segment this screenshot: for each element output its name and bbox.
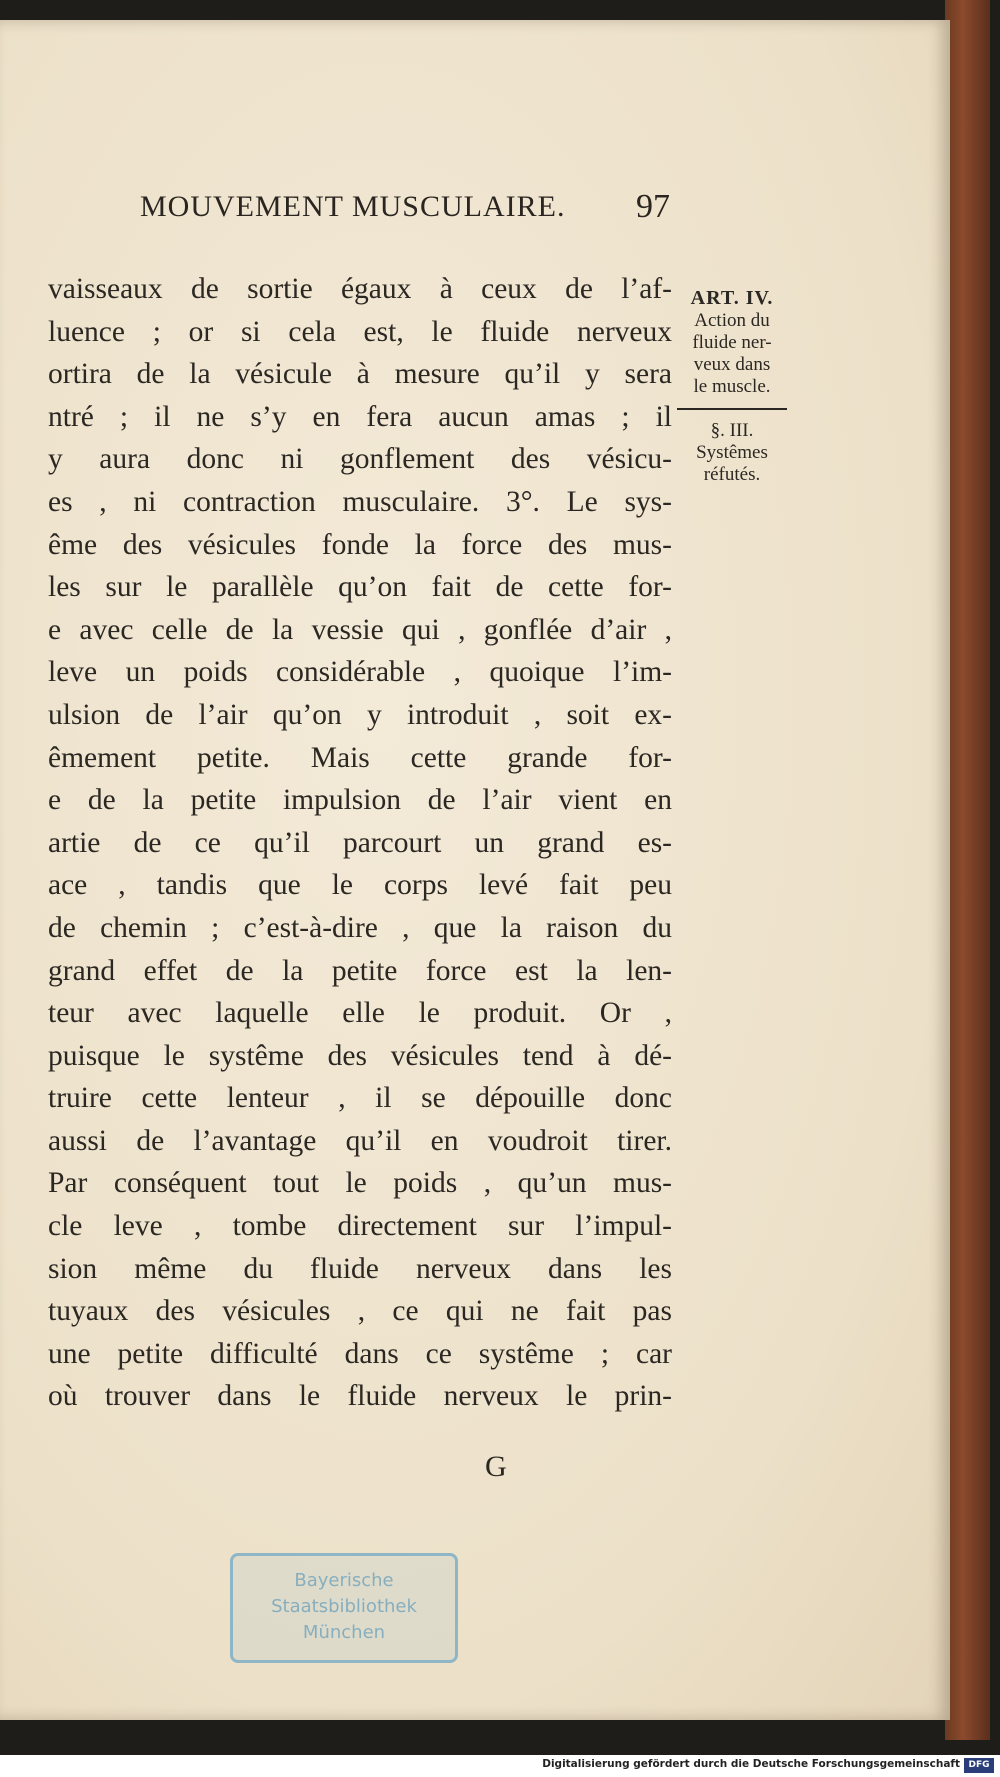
margin-article: ART. IV. — [690, 287, 774, 309]
book-edge — [945, 0, 990, 1740]
page-header — [140, 190, 670, 240]
text-line: y aura donc ni gonflement des vésicu- — [48, 443, 672, 476]
stamp-line: Bayerische — [294, 1570, 394, 1591]
margin-line: fluide ner- — [692, 332, 772, 353]
text-line: artie de ce qu’il parcourt un grand es- — [48, 826, 672, 859]
margin-section: §. III. — [710, 420, 754, 441]
text-line: ortira de la vésicule à mesure qu’il y sera — [48, 358, 672, 391]
text-line: êmement petite. Mais cette grande for- — [48, 741, 672, 774]
text-line: où trouver dans le fluide nerveux le prin- — [48, 1380, 672, 1413]
text-line: e de la petite impulsion de l’air vient en — [48, 784, 672, 817]
margin-line: Action du — [694, 310, 770, 331]
text-line: sion même du fluide nerveux dans les — [48, 1252, 672, 1285]
text-line: de chemin ; c’est-à-dire , que la raison du — [48, 911, 672, 944]
text-line: luence ; or si cela est, le fluide nerveux — [48, 315, 672, 348]
text-line: tuyaux des vésicules , ce qui ne fait pas — [48, 1295, 672, 1328]
text-line: teur avec laquelle elle le produit. Or , — [48, 997, 672, 1030]
margin-line: Systêmes — [696, 442, 768, 463]
text-line: ntré ; il ne s’y en fera aucun amas ; il — [48, 400, 672, 433]
text-line: cle leve , tombe directement sur l’impul- — [48, 1210, 672, 1243]
text-line: vaisseaux de sortie égaux à ceux de l’af- — [48, 273, 672, 305]
margin-line: réfutés. — [703, 464, 761, 485]
text-line: truire cette lenteur , il se dépouille donc — [48, 1082, 672, 1115]
text-line: es , ni contraction musculaire. 3°. Le sys- — [48, 485, 672, 518]
running-head: MOUVEMENT MUSCULAIRE. — [140, 190, 566, 223]
library-stamp — [230, 1553, 458, 1663]
margin-line: veux dans — [693, 354, 771, 375]
text-line: grand effet de la petite force est la len- — [48, 954, 672, 987]
text-line: ace , tandis que le corps levé fait peu — [48, 869, 672, 902]
page-number: 97 — [636, 188, 670, 225]
text-line: e avec celle de la vessie qui , gonflée d’air , — [48, 613, 672, 646]
text-line: Par conséquent tout le poids , qu’un mus- — [48, 1167, 672, 1200]
margin-line: le muscle. — [693, 376, 771, 397]
margin-note — [672, 286, 792, 486]
text-line: leve un poids considérable , quoique l’im- — [48, 656, 672, 689]
text-line: ulsion de l’air qu’on y introduit , soit ex- — [48, 698, 672, 731]
footer-bar — [0, 1755, 1000, 1777]
text-line: une petite difficulté dans ce systême ; car — [48, 1337, 672, 1370]
dfg-logo: DFG — [964, 1758, 994, 1773]
text-line: ême des vésicules fonde la force des mus- — [48, 528, 672, 561]
footer-credit: Digitalisierung gefördert durch die Deutsche Forschungsgemeinschaft — [542, 1758, 960, 1770]
signature-mark: G — [485, 1450, 507, 1483]
text-line: puisque le systême des vésicules tend à dé- — [48, 1039, 672, 1072]
text-line: aussi de l’avantage qu’il en voudroit tirer. — [48, 1124, 672, 1157]
margin-divider — [677, 408, 787, 410]
body-text — [48, 268, 672, 1418]
stamp-line: Staatsbibliothek — [271, 1596, 417, 1617]
text-line: les sur le parallèle qu’on fait de cette for- — [48, 571, 672, 604]
stamp-line: München — [302, 1622, 386, 1643]
